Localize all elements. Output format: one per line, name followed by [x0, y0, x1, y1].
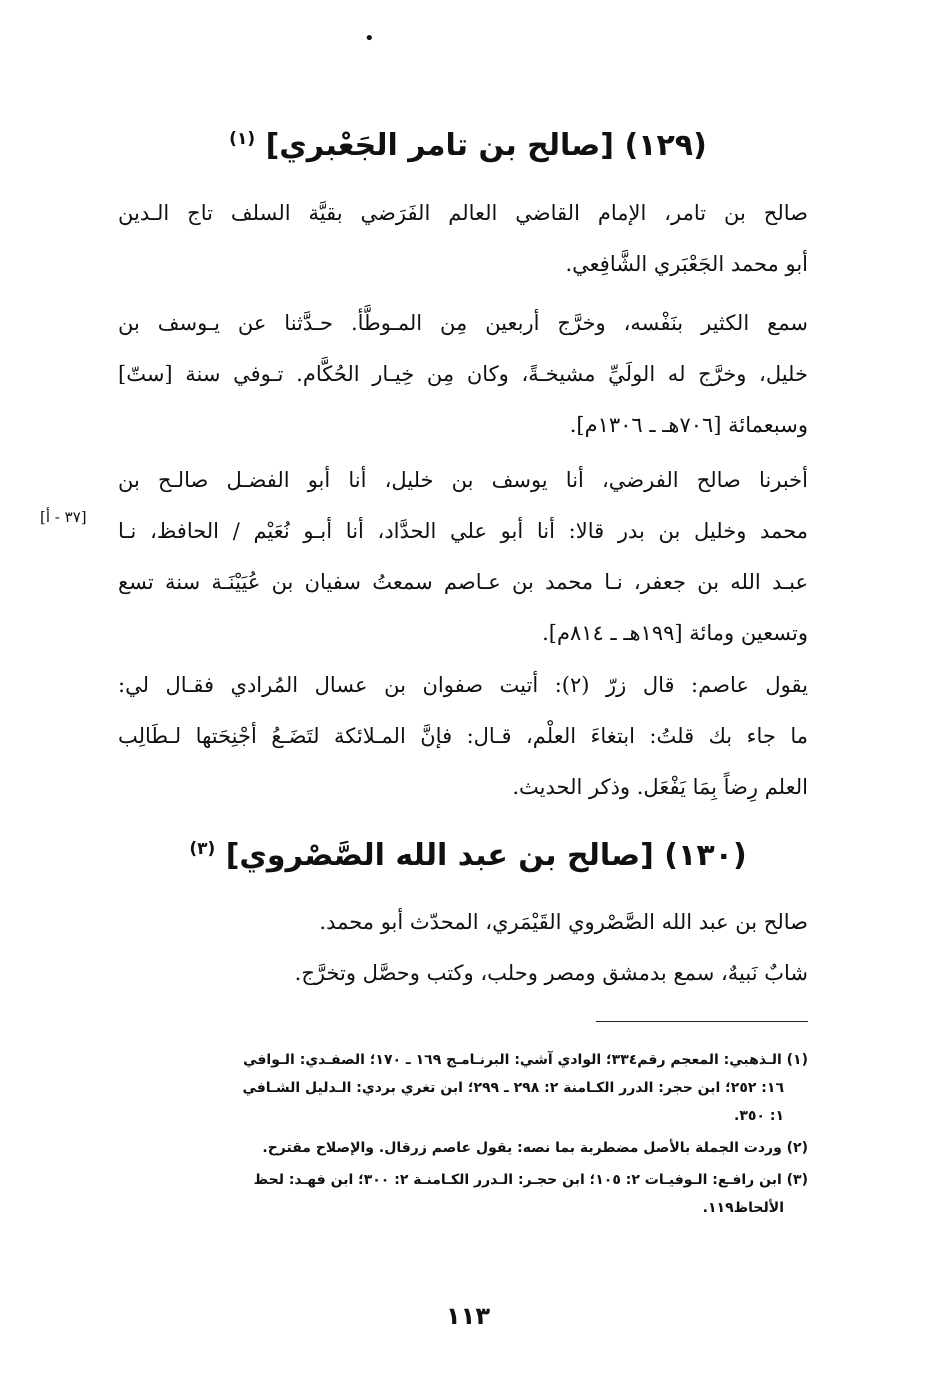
- entry-130-title-text: (١٣٠) [صالح بن عبد الله الصَّصْروي]: [225, 838, 747, 873]
- text-line: خليل، وخرَّج له الولَيِّ مشيخـةً، وكان مِن خِيـار الحُكَّام. تـوفي سنة [ستّ]: [118, 362, 808, 386]
- footnote-separator: [596, 1021, 808, 1022]
- text-line: وتسعين ومائة [١٩٩هـ ـ ٨١٤م].: [542, 621, 808, 645]
- top-mark: •: [364, 28, 375, 49]
- footnote-line: ١: ٣٥٠.: [734, 1108, 784, 1124]
- entry-129-paragraph-3: [118, 455, 808, 659]
- text-line: أخبرنا صالح الفرضي، أنا يوسف بن خليل، أنا أبو الفضـل صالـح بن: [118, 468, 808, 492]
- footnote-line: (٢) وردت الجملة بالأصل مضطربة بما نصه: يقول عاصم زرقال. والإصلاح مقترح.: [262, 1140, 808, 1156]
- footnote-2: [118, 1134, 808, 1162]
- entry-129-footnote-mark: (١): [229, 129, 256, 149]
- entry-130-footnote-mark: (٣): [189, 839, 216, 859]
- footnote-line: الألحاظ١١٩.: [702, 1200, 784, 1216]
- footnote-3: [118, 1166, 808, 1222]
- text-line: وسبعمائة [٧٠٦هـ ـ ١٣٠٦م].: [569, 413, 808, 437]
- text-line: يقول عاصم: قال زرّ (٢): أتيت صفوان بن عسال المُرادي فقـال لي:: [118, 673, 808, 697]
- text-line: العلم رِضاً بِمَا يَفْعَل. وذكر الحديث.: [512, 775, 808, 799]
- entry-129-paragraph-4: [118, 660, 808, 813]
- text-line: شابٌ نَبيهٌ، سمع بدمشق ومصر وحلب، وكتب وحصَّل وتخرَّج.: [294, 961, 808, 985]
- text-line: صالح بن عبد الله الصَّصْروي القَيْمَري، المحدّث أبو محمد.: [319, 910, 808, 934]
- entry-130-paragraph: [118, 897, 808, 999]
- entry-129-paragraph-2: [118, 298, 808, 451]
- text-line: عبـد الله بن جعفر، نـا محمد بن عـاصم سمعتُ سفيان بن عُيَيْنَـة سنة تسع: [118, 570, 808, 594]
- entry-130-title: [0, 838, 936, 874]
- entry-129-title: [0, 128, 936, 164]
- page-number: ١١٣: [446, 1302, 490, 1330]
- footnotes: [118, 1046, 808, 1226]
- text-line: محمد وخليل بن بدر قالا: أنا أبو علي الحدَّاد، أنا أبـو نُعَيْم / الحافظ، نـا: [118, 519, 808, 543]
- margin-folio-note: [٣٧ - أ]: [40, 508, 87, 526]
- footnote-line: (٣) ابن رافـع: الـوفيـات ٢: ١٠٥؛ ابن حجـر: الـدرر الكـامنـة ٢: ٣٠٠؛ ابن فهـد: لحظ: [253, 1172, 808, 1188]
- footnote-line: ١٦: ٢٥٢؛ ابن حجر: الدرر الكـامنة ٢: ٢٩٨ ـ ٢٩٩؛ ابن تغري بردي: الـدليل الشـافي: [242, 1080, 784, 1096]
- text-line: سمع الكثير بنَفْسه، وخرَّج أربعين مِن المـوطَّأ. حـدَّثنا عن يـوسف بن: [118, 311, 808, 335]
- text-line: أبو محمد الجَعْبَري الشَّافِعي.: [565, 252, 808, 276]
- footnote-1: [118, 1046, 808, 1130]
- text-line: صالح بن تامر، الإمام القاضي العالم الفَرَضي بقيَّة السلف تاج الـدين: [118, 201, 808, 225]
- footnote-line: (١) الـذهبي: المعجم رقم٣٣٤؛ الوادي آشي: البرنـامـج ١٦٩ ـ ١٧٠؛ الصفـدي: الـوافي: [243, 1052, 808, 1068]
- text-line: ما جاء بك قلتُ: ابتغاءَ العلْم، قـال: فإنَّ المـلائكة لتَضَـعُ أجْنِحَتها لـطَالِب: [118, 724, 808, 748]
- entry-129-paragraph-1: [118, 188, 808, 290]
- entry-129-title-text: (١٢٩) [صالح بن تامر الجَعْبري]: [265, 128, 707, 163]
